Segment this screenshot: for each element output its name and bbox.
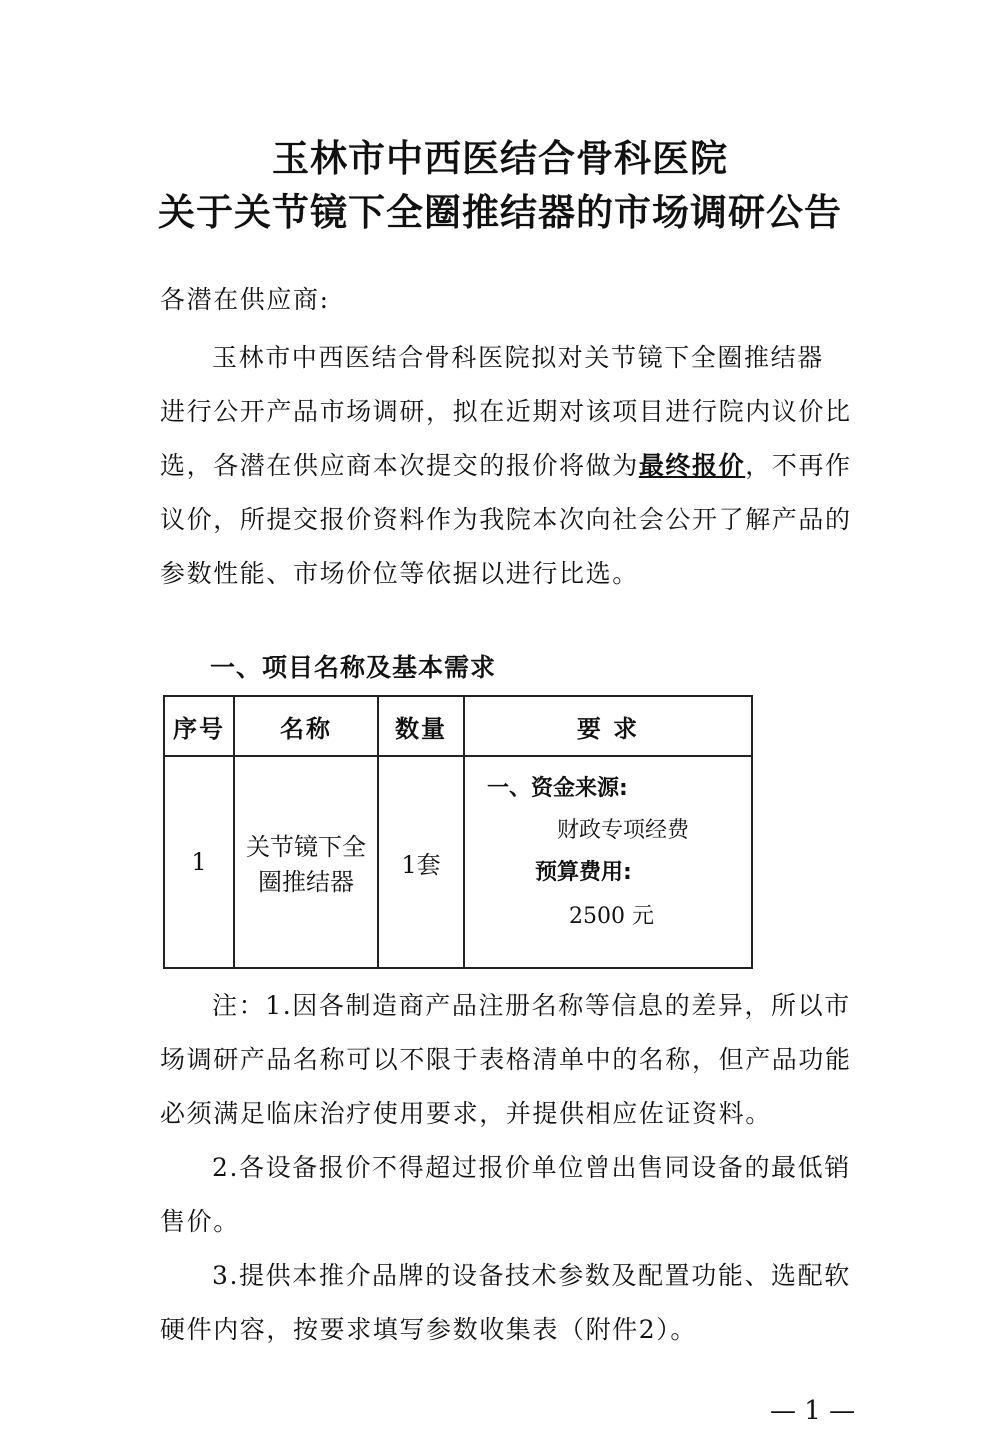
intro-line-3 [160,446,852,482]
salutation: 各潜在供应商: [160,285,330,314]
budget-label: 预算费用: [535,860,632,885]
cell-name-line-1: 关节镜下全 [246,833,366,861]
title-line-2: 关于关节镜下全圈推结器的市场调研公告 [158,190,842,234]
header-quantity: 数量 [378,696,464,756]
section-heading: 一、项目名称及基本需求 [210,653,497,682]
requirements-table [163,695,753,969]
note-2-line-2: 售价。 [160,1207,240,1236]
intro-line-1: 玉林市中西医结合骨科医院拟对关节镜下全圈推结器 [212,343,824,372]
cell-index: 1 [164,756,234,968]
note-3-line-2: 硬件内容，按要求填写参数收集表（附件2）。 [160,1315,698,1344]
intro-line-2: 进行公开产品市场调研，拟在近期对该项目进行院内议价比 [160,397,852,426]
header-name: 名称 [234,696,378,756]
note-1-line-3: 必须满足临床治疗使用要求，并提供相应佐证资料。 [160,1099,772,1128]
note-2-line-1: 2.各设备报价不得超过报价单位曾出售同设备的最低销 [212,1153,851,1182]
cell-name-line-2: 圈推结器 [258,868,354,896]
note-1-line-2: 场调研产品名称可以不限于表格清单中的名称，但产品功能 [160,1045,852,1074]
table-row [164,756,752,968]
note-1-line-1: 注：1.因各制造商产品注册名称等信息的差异，所以市 [212,991,851,1020]
intro-line-3-post: ，不再作 [745,451,852,480]
fund-source-value: 财政专项经费 [557,818,690,843]
budget-value: 2500 元 [569,904,654,929]
header-requirement: 要 求 [464,696,752,756]
page-number: — 1 — [770,1396,856,1426]
title-line-1: 玉林市中西医结合骨科医院 [272,136,728,180]
header-index: 序号 [164,696,234,756]
intro-line-3-pre: 选，各潜在供应商本次提交的报价将做为 [160,451,639,480]
intro-line-5: 参数性能、市场价位等依据以进行比选。 [160,559,639,588]
fund-source-label: 一、资金来源: [487,776,628,801]
final-quote-emphasis: 最终报价 [638,451,746,480]
cell-name [234,756,378,968]
table-header-row [164,696,752,756]
cell-quantity: 1套 [378,756,464,968]
intro-line-4: 议价，所提交报价资料作为我院本次向社会公开了解产品的 [160,505,852,534]
note-3-line-1: 3.提供本推介品牌的设备技术参数及配置功能、选配软 [212,1261,851,1290]
cell-requirement [464,756,752,968]
